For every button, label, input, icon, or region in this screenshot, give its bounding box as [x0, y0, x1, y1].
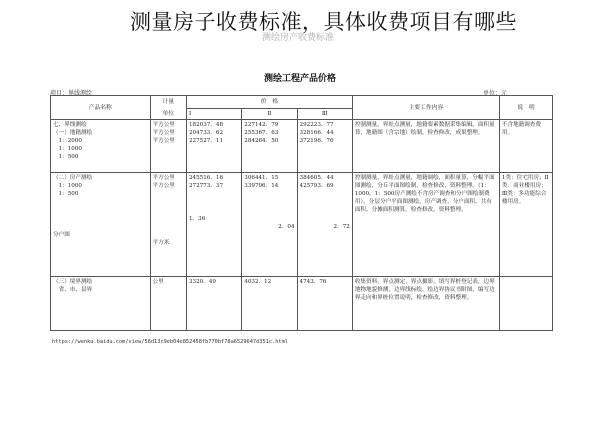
unit-cell [150, 120, 186, 173]
cell-line: 272773．37 [188, 183, 224, 190]
cell-line [300, 215, 350, 223]
cell-line: 平方公里 [152, 175, 175, 182]
work-content-cell: 收集资料，界点测定，界点摄影，填写界桩登记表，边界地物地貌修测，边界线标绘，绘边界协议书附图，编写边界走向和界桩位置说明，检查修改，资料整理。 [352, 277, 499, 331]
project-label: 项目：界线测绘 [50, 90, 93, 97]
cell-line [53, 198, 148, 206]
cell-line [300, 190, 350, 198]
cell-line: 1：1000 [53, 183, 82, 190]
cell-line: 1：1000 [53, 146, 82, 153]
cell-line: 4032．12 [244, 279, 272, 286]
grade-3-cell [297, 173, 352, 277]
cell-line: 306441．15 [244, 175, 279, 182]
cell-line: （三）境界测绘 [53, 279, 93, 286]
cell-line: 平方公里 [152, 138, 175, 145]
note-cell [499, 277, 552, 331]
cell-line: 平方公里 [152, 122, 175, 129]
cell-line: 182037．48 [188, 122, 224, 129]
cell-line: 204733．62 [188, 130, 224, 137]
grade-3-cell [297, 120, 352, 173]
cell-line [189, 206, 239, 214]
product-name-cell [51, 120, 151, 173]
cell-line [153, 206, 184, 214]
grade-2-cell [242, 173, 297, 277]
header-grade-3: Ⅲ [297, 109, 352, 120]
cell-line: 1：500 [53, 191, 79, 198]
header-price: 价 格 [186, 96, 352, 109]
cell-line: 292223．77 [299, 122, 334, 129]
cell-line [244, 190, 294, 198]
table-row [51, 173, 553, 277]
note-cell: 不含地籍调查费用。 [499, 120, 552, 173]
cell-line: 1：2000 [53, 138, 82, 145]
header-unit-bottom: 单位 [150, 109, 186, 120]
header-grade-1: Ⅰ [186, 109, 241, 120]
cell-line [244, 215, 294, 223]
header-work: 主要工作内容 [352, 96, 499, 120]
cell-line: 227527．11 [188, 138, 224, 145]
unit-cell [150, 173, 186, 277]
cell-line: 328166．44 [299, 130, 334, 137]
unit-cell [150, 277, 186, 331]
cell-line [153, 215, 184, 223]
cell-line [189, 190, 239, 198]
grade-3-cell [297, 277, 352, 331]
price-table [50, 95, 553, 331]
cell-line: 339706．14 [244, 183, 279, 190]
cell-line [53, 223, 148, 231]
cell-line: 372196．76 [299, 138, 334, 145]
cell-line: 255367．63 [244, 130, 279, 137]
table-row [51, 277, 553, 331]
cell-line: 3320．49 [188, 279, 216, 286]
cell-line [300, 198, 350, 206]
cell-line [53, 206, 148, 214]
cell-line [53, 215, 148, 223]
cell-line: 平方米 [152, 239, 170, 246]
cell-line [300, 206, 350, 214]
document-title: 测绘工程产品价格 [263, 74, 336, 84]
cell-line [153, 190, 184, 198]
cell-line [189, 198, 239, 206]
grade-1-cell [186, 120, 241, 173]
grade-1-cell [186, 277, 241, 331]
cell-line [153, 198, 184, 206]
cell-line: 2．04 [278, 223, 295, 230]
product-name-cell [51, 277, 151, 331]
cell-line [153, 231, 184, 239]
cell-line: 七、界线测绘 [53, 122, 87, 129]
cell-line: 1：500 [53, 154, 79, 161]
cell-line: （一）地籍测绘 [53, 130, 93, 137]
cell-line: 4743．76 [299, 279, 327, 286]
cell-line: 227142．79 [244, 122, 279, 129]
cell-line [153, 223, 184, 231]
cell-line: 1．36 [188, 215, 206, 222]
header-note: 说 明 [499, 96, 552, 120]
cell-line: 公里 [152, 279, 164, 286]
work-content-cell: 控制测量，界址点测量，地籍要素数据采集编辑，面积量算，地籍图（含宗地）绘制，检查修改，成果整理。 [352, 120, 499, 173]
cell-line: 平方公里 [152, 183, 175, 190]
article-headline: 测量房子收费标准，具体收费项目有哪些 [130, 10, 517, 34]
cell-line: 平方公里 [152, 130, 175, 137]
table-row [51, 120, 553, 173]
cell-line: 384605．44 [299, 175, 334, 182]
header-product-name: 产品名称 [51, 96, 151, 120]
source-url: https://wenku.baidu.com/view/58d13c9eb04e852458fb770bf78a6529647d351c.html [52, 339, 288, 345]
cell-line: 284264．50 [244, 138, 279, 145]
table-body [51, 120, 553, 331]
cell-line: 245516．16 [188, 175, 224, 182]
work-content-cell: 控制测量，界址点测量，地籍调绘，面积量算，分幅平面图测绘，分丘平面图绘制，检查修改，资料整理。（1：1000、1：500房产测绘不含房产调查和分户图绘制费用）。分层分户平面图测绘，房产调查，分户面积、共有面积、分摊面积测算，检查修改，资料整理。 [352, 173, 499, 277]
unit-label: 单位：元 [483, 90, 508, 97]
header-unit-top: 计量 [150, 96, 186, 109]
cell-line [244, 198, 294, 206]
note-cell: 1类：住宅用房；Ⅱ类：商业楼用房；Ⅲ类：多功能综合楼用房。 [499, 173, 552, 277]
cell-line [244, 206, 294, 214]
product-name-cell [51, 173, 151, 277]
grade-2-cell [242, 277, 297, 331]
watermark-text: 测绘房产收费标准 [262, 33, 335, 43]
cell-line: 省、市、县界 [53, 287, 93, 294]
grade-2-cell [242, 120, 297, 173]
cell-line: （二）房产测绘 [53, 175, 93, 182]
cell-line: 425793．69 [299, 183, 334, 190]
header-grade-2: Ⅱ [242, 109, 297, 120]
cell-line: 2．72 [333, 223, 350, 230]
cell-line: 分户图 [53, 231, 70, 238]
grade-1-cell [186, 173, 241, 277]
